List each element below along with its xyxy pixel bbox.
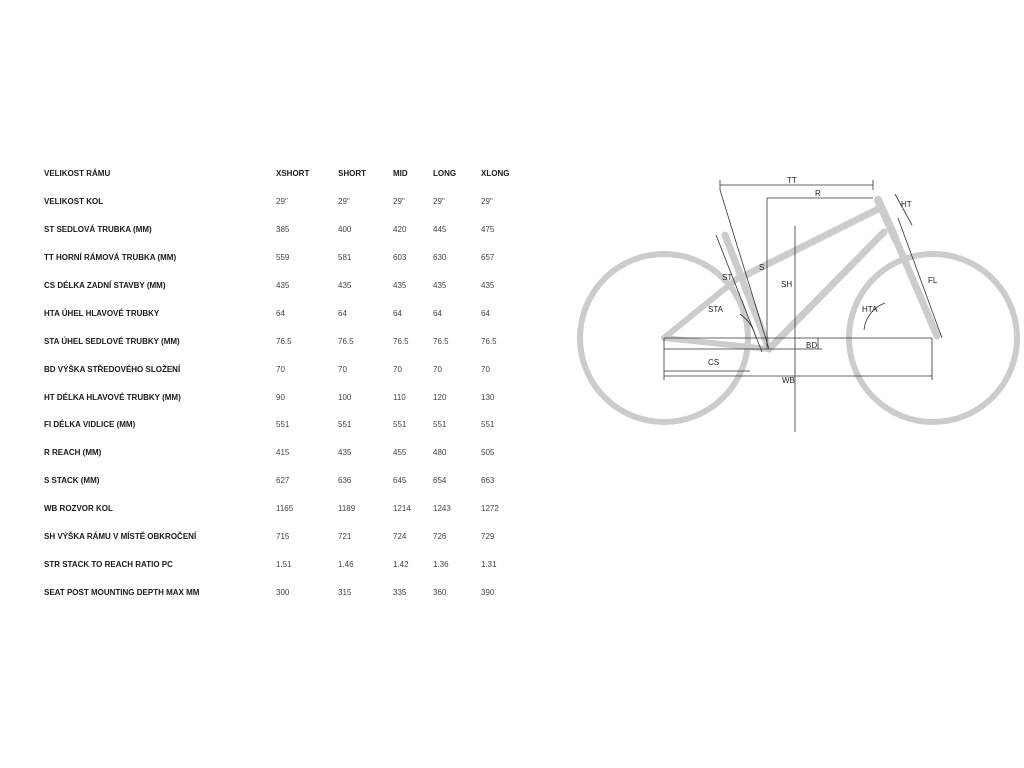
cell-value: 435 <box>393 281 407 290</box>
cell-value: 551 <box>338 420 352 430</box>
table-row <box>38 327 527 355</box>
cell-value: 385 <box>276 225 290 235</box>
row-label: STA ÚHEL SEDLOVÉ TRUBKY (MM) <box>44 336 180 346</box>
row-label: STR STACK TO REACH RATIO PC <box>44 559 173 569</box>
cell-value: 64 <box>481 308 490 318</box>
table-row <box>38 495 527 523</box>
table-row <box>38 467 527 495</box>
sh-label: SH <box>781 280 793 289</box>
hta-label: HTA <box>862 305 878 314</box>
cell-value: 390 <box>481 587 495 597</box>
cell-value: 29" <box>481 197 493 207</box>
row-label: CS DÉLKA ZADNÍ STAVBY (MM) <box>44 281 166 290</box>
cell-value: 29" <box>393 197 405 207</box>
cell-value: 300 <box>276 587 290 597</box>
column-header-xlong: XLONG <box>481 169 510 179</box>
cell-value: 654 <box>433 476 447 486</box>
cell-value: 29" <box>433 197 445 207</box>
s-label: S <box>759 263 765 272</box>
table-row <box>38 355 527 383</box>
cell-value: 1.46 <box>338 559 354 569</box>
cell-value: 70 <box>393 364 402 374</box>
row-label: R REACH (MM) <box>44 448 102 458</box>
cell-value: 445 <box>433 225 447 235</box>
table-row <box>38 411 527 439</box>
cell-value: 64 <box>393 308 402 318</box>
column-header-mid: MID <box>393 169 408 179</box>
cell-value: 315 <box>338 587 352 597</box>
column-header-xshort: XSHORT <box>276 169 310 179</box>
cell-value: 420 <box>393 225 407 235</box>
cell-value: 1.51 <box>276 559 292 569</box>
table-row <box>38 216 527 244</box>
cell-value: 29" <box>338 197 350 207</box>
cell-value: 721 <box>338 532 352 542</box>
row-label: SH VÝŠKA RÁMU V MÍSTĚ OBKROČENÍ <box>44 532 197 542</box>
column-header-long: LONG <box>433 169 457 179</box>
cell-value: 64 <box>276 308 285 318</box>
cell-value: 645 <box>393 476 407 486</box>
cell-value: 415 <box>276 448 290 458</box>
cell-value: 64 <box>433 308 442 318</box>
row-label: VELIKOST KOL <box>44 197 104 207</box>
table-row <box>38 550 527 578</box>
cell-value: 70 <box>338 364 347 374</box>
table-row <box>38 383 527 411</box>
cell-value: 70 <box>276 364 285 374</box>
table-body <box>38 188 527 606</box>
cell-value: 480 <box>433 448 447 458</box>
cell-value: 505 <box>481 448 495 458</box>
table-row <box>38 272 527 300</box>
cell-value: 400 <box>338 225 352 235</box>
cell-value: 551 <box>393 420 407 430</box>
cell-value: 1272 <box>481 504 499 514</box>
cell-value: 435 <box>338 448 352 458</box>
row-label: ST SEDLOVÁ TRUBKA (MM) <box>44 225 152 235</box>
cell-value: 1.36 <box>433 559 449 569</box>
row-label: SEAT POST MOUNTING DEPTH MAX MM <box>44 587 200 597</box>
table-header-row <box>38 160 527 188</box>
wb-label: WB <box>782 376 795 385</box>
cell-value: 64 <box>338 308 347 318</box>
cs-label: CS <box>708 358 720 367</box>
fl-label: FL <box>928 276 938 285</box>
cell-value: 435 <box>276 281 290 290</box>
cell-value: 581 <box>338 253 352 263</box>
table-row <box>38 578 527 606</box>
cell-value: 76.5 <box>393 336 409 346</box>
bd-label: BD <box>806 341 818 350</box>
cell-value: 360 <box>433 587 447 597</box>
cell-value: 603 <box>393 253 407 263</box>
cell-value: 435 <box>481 281 495 290</box>
cell-value: 729 <box>481 532 495 542</box>
cell-value: 724 <box>393 532 407 542</box>
cell-value: 1214 <box>393 504 411 514</box>
table-row <box>38 439 527 467</box>
cell-value: 70 <box>433 364 442 374</box>
cell-value: 1243 <box>433 504 451 514</box>
row-label: FI DÉLKA VIDLICE (MM) <box>44 420 136 430</box>
row-label: TT HORNÍ RÁMOVÁ TRUBKA (MM) <box>44 253 177 263</box>
cell-value: 1.42 <box>393 559 409 569</box>
cell-value: 1165 <box>276 504 294 514</box>
cell-value: 551 <box>481 420 495 430</box>
row-label: BD VÝŠKA STŘEDOVÉHO SLOŽENÍ <box>44 364 181 374</box>
ht-label: HT <box>901 200 912 209</box>
cell-value: 657 <box>481 253 495 263</box>
cell-value: 130 <box>481 392 495 402</box>
sta-label: STA <box>708 305 723 314</box>
cell-value: 715 <box>276 532 290 542</box>
cell-value: 630 <box>433 253 447 263</box>
table-row <box>38 244 527 272</box>
cell-value: 551 <box>433 420 447 430</box>
column-header-short: SHORT <box>338 169 366 179</box>
seat-stay-shape <box>664 278 738 338</box>
row-label: WB ROZVOR KOL <box>44 504 113 514</box>
cell-value: 663 <box>481 476 495 486</box>
table-row <box>38 299 527 327</box>
cell-value: 627 <box>276 476 290 486</box>
cell-value: 559 <box>276 253 290 263</box>
cell-value: 76.5 <box>276 336 292 346</box>
cell-value: 110 <box>393 392 406 402</box>
geometry-table <box>38 160 527 606</box>
cell-value: 435 <box>433 281 447 290</box>
cell-value: 76.5 <box>433 336 449 346</box>
bike-geometry-diagram <box>570 160 1024 440</box>
bike-silhouette <box>580 200 1017 422</box>
cell-value: 70 <box>481 364 490 374</box>
row-label: HTA ÚHEL HLAVOVÉ TRUBKY <box>44 308 160 318</box>
cell-value: 76.5 <box>338 336 354 346</box>
column-header-frame-size: VELIKOST RÁMU <box>44 169 111 179</box>
table-row <box>38 523 527 551</box>
table-row <box>38 188 527 216</box>
cell-value: 100 <box>338 392 352 402</box>
cell-value: 90 <box>276 392 285 402</box>
cell-value: 636 <box>338 476 352 486</box>
cell-value: 726 <box>433 532 447 542</box>
st-label: ST <box>722 273 733 282</box>
tt-label: TT <box>787 176 797 185</box>
chain-stay-shape <box>664 338 769 349</box>
cell-value: 120 <box>433 392 447 402</box>
cell-value: 335 <box>393 587 407 597</box>
cell-value: 76.5 <box>481 336 497 346</box>
cell-value: 455 <box>393 448 407 458</box>
row-label: HT DÉLKA HLAVOVÉ TRUBKY (MM) <box>44 392 181 402</box>
cell-value: 1.31 <box>481 559 497 569</box>
row-label: S STACK (MM) <box>44 476 100 486</box>
r-label: R <box>815 189 821 198</box>
cell-value: 1189 <box>338 504 356 514</box>
cell-value: 435 <box>338 281 352 290</box>
cell-value: 551 <box>276 420 290 430</box>
cell-value: 29" <box>276 197 288 207</box>
cell-value: 475 <box>481 225 495 235</box>
